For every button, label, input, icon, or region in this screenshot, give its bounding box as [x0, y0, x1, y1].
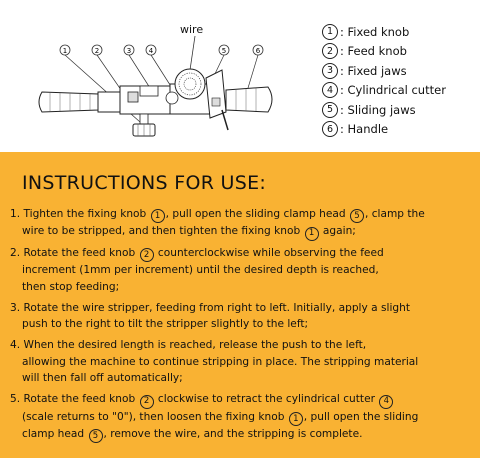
instruction-line: [10, 409, 476, 426]
part-number-circle: 4: [379, 395, 393, 409]
legend-label: : Fixed jaws: [340, 63, 407, 78]
instructions-title: INSTRUCTIONS FOR USE:: [22, 172, 267, 194]
instruction-line: [10, 337, 476, 354]
instruction-text: allowing the machine to continue stripping in place. The stripping material: [22, 355, 419, 368]
instruction-text: push to the right to tilt the stripper slightly to the left;: [22, 318, 309, 331]
top-section: [0, 0, 480, 152]
legend-item: [322, 120, 446, 140]
legend-item: [322, 42, 446, 62]
legend-label: : Handle: [340, 122, 389, 137]
instruction-text: clamp head: [22, 427, 88, 440]
instruction-step: [10, 337, 476, 387]
callout-4: [146, 45, 172, 88]
instruction-text: 1. Tighten the fixing knob: [10, 208, 150, 220]
part-number-circle: 1: [151, 209, 165, 223]
parts-legend: [322, 22, 446, 139]
instruction-text: will then fall off automatically;: [22, 372, 183, 385]
part-number-circle: 1: [289, 412, 303, 426]
svg-text:3: 3: [126, 47, 132, 55]
legend-label: : Fixed knob: [340, 24, 410, 39]
instructions-steps: [10, 206, 476, 448]
instruction-line: [10, 426, 476, 443]
part-number-circle: 2: [140, 395, 154, 409]
part-number-circle: 1: [305, 227, 319, 241]
instructions-panel: [0, 152, 480, 458]
part-number-circle: 5: [89, 429, 103, 443]
legend-label: : Sliding jaws: [340, 102, 416, 117]
legend-label: : Cylindrical cutter: [340, 83, 446, 98]
right-handle: [226, 87, 272, 112]
instruction-text: 4. When the desired length is reached, release the push to the left,: [10, 339, 367, 352]
instruction-text: again;: [319, 225, 356, 238]
svg-text:5: 5: [221, 47, 227, 55]
instruction-text: increment (1mm per increment) until the desired depth is reached,: [22, 264, 379, 277]
instruction-text: then stop feeding;: [22, 280, 120, 293]
instruction-line: [10, 391, 476, 408]
instruction-line: [10, 245, 476, 262]
instruction-text: , pull open the sliding: [303, 410, 419, 423]
sliding-jaw: [206, 70, 228, 130]
instruction-line: [10, 223, 476, 240]
instruction-line: [10, 370, 476, 387]
svg-text:1: 1: [62, 47, 68, 55]
legend-item: [322, 61, 446, 81]
instruction-line: [10, 300, 476, 317]
instruction-text: 2. Rotate the feed knob: [10, 247, 139, 259]
instruction-text: , clamp the: [364, 208, 425, 220]
part-number-circle: 2: [140, 248, 154, 262]
instruction-line: [10, 354, 476, 371]
instruction-step: [10, 206, 476, 241]
part-number-circle: 5: [350, 209, 364, 223]
legend-item: [322, 81, 446, 101]
callout-6: [248, 45, 263, 88]
legend-item: [322, 22, 446, 42]
instruction-line: [10, 279, 476, 296]
instruction-text: 3. Rotate the wire stripper, feeding from right to left. Initially, apply a slight: [10, 301, 410, 314]
legend-number-circle: 4: [322, 82, 338, 98]
instruction-text: (scale returns to "0"), then loosen the fixing knob: [22, 410, 288, 423]
svg-text:2: 2: [94, 47, 100, 55]
instruction-step: [10, 391, 476, 443]
legend-label: : Feed knob: [340, 44, 407, 59]
instruction-line: [10, 206, 476, 223]
legend-number-circle: 6: [322, 121, 338, 137]
instruction-text: , remove the wire, and the stripping is complete.: [103, 427, 363, 440]
svg-text:4: 4: [148, 47, 154, 55]
instruction-text: wire to be stripped, and then tighten the fixing knob: [22, 225, 304, 238]
instruction-text: counterclockwise while observing the feed: [154, 247, 384, 259]
left-handle: [39, 92, 98, 112]
legend-number-circle: 1: [322, 24, 338, 40]
wire-stripper-diagram: [0, 0, 300, 152]
instruction-text: , pull open the sliding clamp head: [165, 208, 349, 220]
legend-number-circle: 2: [322, 43, 338, 59]
instruction-line: [10, 262, 476, 279]
legend-number-circle: 5: [322, 102, 338, 118]
legend-item: [322, 100, 446, 120]
instruction-step: [10, 300, 476, 333]
instruction-step: [10, 245, 476, 295]
legend-number-circle: 3: [322, 63, 338, 79]
wire-label: wire: [180, 23, 204, 36]
svg-text:6: 6: [255, 47, 261, 55]
instruction-text: clockwise to retract the cylindrical cutter: [154, 393, 379, 406]
instruction-line: [10, 316, 476, 333]
instruction-text: 5. Rotate the feed knob: [10, 393, 139, 406]
